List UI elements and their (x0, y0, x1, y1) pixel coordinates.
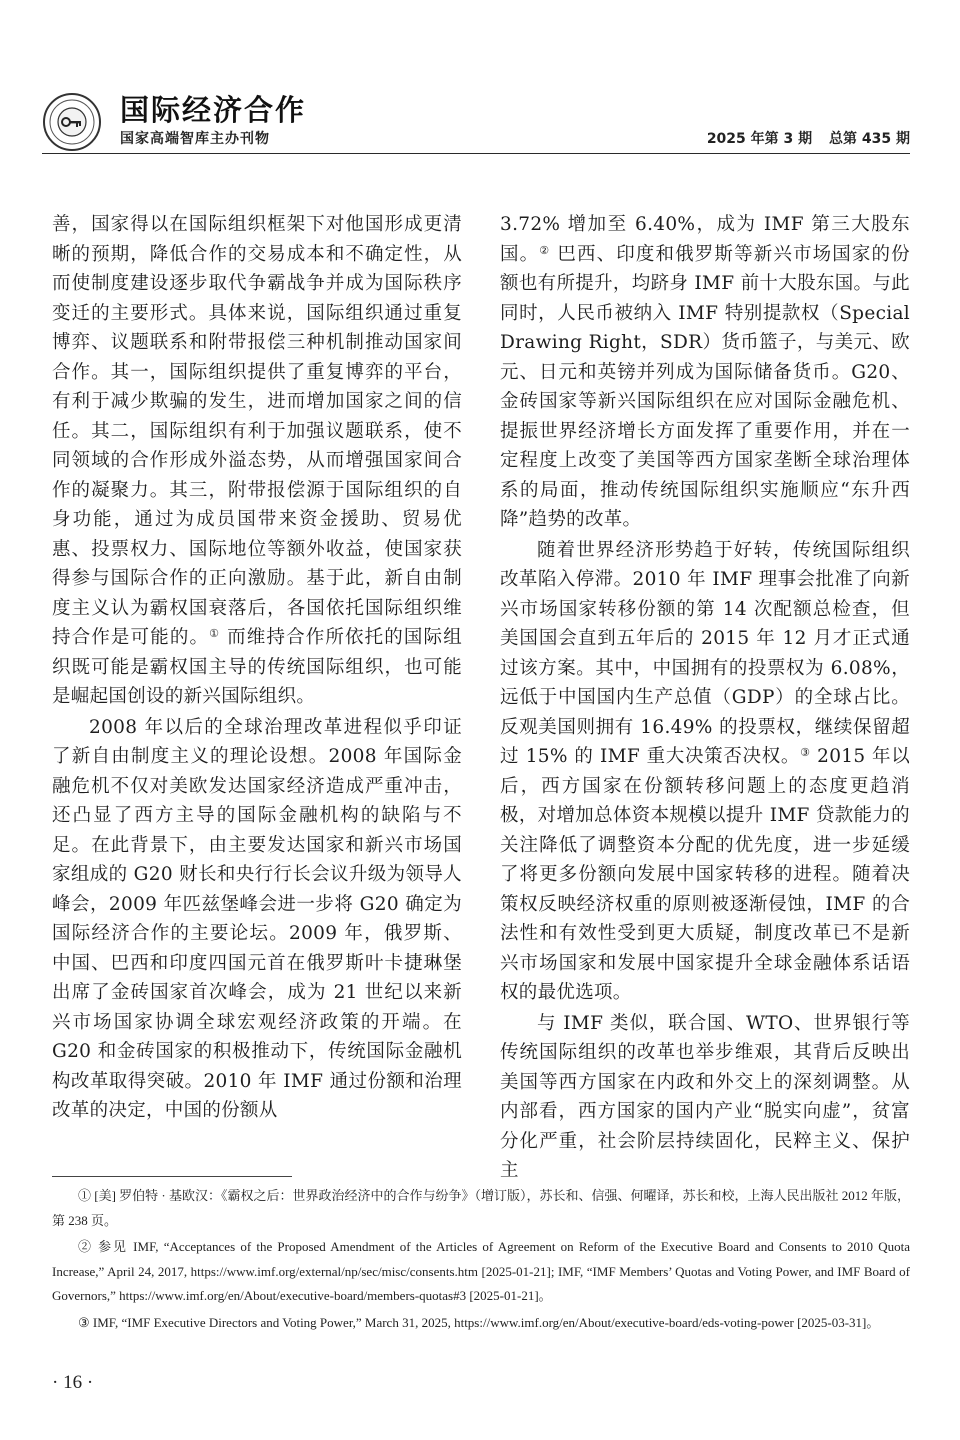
journal-subtitle: 国家高端智库主办刊物 (120, 131, 270, 147)
paragraph-text: 而维持合作所依托的国际组织既可能是霸权国主导的传统国际组织，也可能是崛起国创设的新兴国际组织。 (52, 627, 462, 707)
header-rule (42, 153, 910, 154)
issue-total: 总第 435 期 (829, 131, 910, 147)
paragraph (500, 210, 910, 535)
footnotes (52, 1184, 910, 1337)
paragraph (500, 536, 910, 1008)
footnote-rule (52, 1176, 292, 1177)
right-column (500, 210, 910, 1186)
paragraph-text: 3.72% 增加至 6.40%，成为 IMF 第三大股东国。 (500, 214, 910, 265)
paragraph: 2008 年以后的全球治理改革进程似乎印证了新自由制度主义的理论设想。2008 年国际金融危机不仅对美欧发达国家经济造成严重冲击，还凸显了西方主导的国际金融机构的缺陷与不足。在此背景下，由主要发达国家和新兴市场国家组成的 G20 财长和央行行长会议升级为领导人峰会，2009 年匹兹堡峰会进一步将 G20 确定为国际经济合作的主要论坛。2009 年，俄罗斯、中国、巴西和印度四国元首在俄罗斯叶卡捷琳堡出席了金砖国家首次峰会，成为 21 世纪以来新兴市场国家协调全球宏观经济政策的开端。在 G20 和金砖国家的积极推动下，传统国际金融机构改革取得突破。2010 年 IMF 通过份额和治理改革的决定，中国的份额从 (52, 716, 462, 1121)
footnote: ① [美] 罗伯特 · 基欧汉：《霸权之后：世界政治经济中的合作与纷争》（增订版），苏长和、信强、何曜译，苏长和校，上海人民出版社 2012 年版，第 238 页。 (52, 1188, 910, 1228)
page-header (0, 0, 960, 160)
paragraph-text: 善，国家得以在国际组织框架下对他国形成更清晰的预期，降低合作的交易成本和不确定性，从而使制度建设逐步取代争霸战争并成为国际秩序变迁的主要形式。具体来说，国际组织通过重复博弈、议题联系和附带报偿三种机制推动国家间合作。其一，国际组织提供了重复博弈的平台，有利于减少欺骗的发生，进而增加国家之间的信任。其二，国际组织有利于加强议题联系，使不同领域的合作形成外溢态势，从而增强国家间合作的凝聚力。其三，附带报偿源于国际组织的自身功能，通过为成员国带来资金援助、贸易优惠、投票权力、国际地位等额外收益，使国家获得参与国际合作的正向激励。基于此，新自由制度主义认为霸权国衰落后，各国依托国际组织维持合作是可能的。 (52, 214, 462, 648)
journal-title: 国际经济合作 (120, 93, 307, 127)
paragraph (52, 210, 462, 712)
footnote-ref: ② (539, 243, 551, 257)
issue-number: 2025 年第 3 期 (706, 131, 813, 147)
issue-info (707, 128, 910, 148)
footnote-ref: ③ (800, 746, 811, 759)
footnote: ② 参见 IMF, “Acceptances of the Proposed Amendment of the Articles of Agreement on Reform of the Executive Board and Consents to 2010 Quota Increase,” April 24, 2017, https://www.imf.org/external/np/sec/misc/consents.htm [2025-01-21]; IMF, “IMF Members’ Quotas and Voting Power, and IMF Board of Governors,” https://www.imf.org/en/About/executive-board/members-quotas#3 [2025-01-21]。 (52, 1239, 910, 1303)
paragraph-text: 2015 年以后，西方国家在份额转移问题上的态度更趋消极，对增加总体资本规模以提升 IMF 贷款能力的关注降低了调整资本分配的优先度，进一步延缓了将更多份额向发展中国家转移的进程。随着决策权反映经济权重的原则被逐渐侵蚀，IMF 的合法性和有效性受到更大质疑，制度改革已不是新兴市场国家和发展中国家提升全球金融体系话语权的最优选项。 (500, 746, 910, 1003)
left-column (52, 210, 462, 1126)
paragraph: 与 IMF 类似，联合国、WTO、世界银行等传统国际组织的改革也举步维艰，其背后反映出美国等西方国家在内政和外交上的深刻调整。从内部看，西方国家的国内产业“脱实向虚”，贫富分化严重，社会阶层持续固化，民粹主义、保护主 (500, 1012, 910, 1181)
paragraph-text: 巴西、印度和俄罗斯等新兴市场国家的份额也有所提升，均跻身 IMF 前十大股东国。与此同时，人民币被纳入 IMF 特别提款权（Special Drawing Right，SDR）货币篮子，与美元、欧元、日元和英镑并列成为国际储备货币。G20、金砖国家等新兴国际组织在应对国际金融危机、提振世界经济增长方面发挥了重要作用，并在一定程度上改变了美国等西方国家垄断全球治理体系的局面，推动传统国际组织实施顺应“东升西降”趋势的改革。 (500, 243, 910, 530)
page-number: · 16 · (52, 1372, 94, 1393)
paragraph-text: 随着世界经济形势趋于好转，传统国际组织改革陷入停滞。2010 年 IMF 理事会批准了向新兴市场国家转移份额的第 14 次配额总检查，但美国国会直到五年后的 2015 年 12 月才正式通过该方案。其中，中国拥有的投票权为 6.08%，远低于中国国内生产总值（GDP）的全球占比。反观美国则拥有 16.49% 的投票权，继续保留超过 15% 的 IMF 重大决策否决权。 (500, 539, 910, 767)
footnote-ref: ① (209, 627, 221, 640)
journal-seal-logo (42, 92, 102, 152)
footnote: ③ IMF, “IMF Executive Directors and Voting Power,” March 31, 2025, https://www.imf.org/en/About/executive-board/eds-voting-power [2025-03-31]。 (78, 1314, 880, 1330)
